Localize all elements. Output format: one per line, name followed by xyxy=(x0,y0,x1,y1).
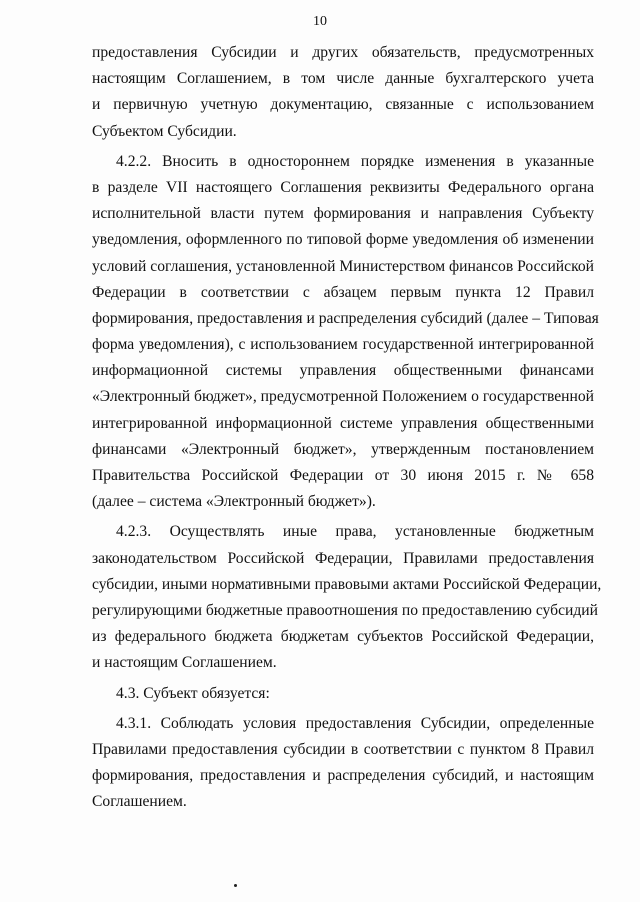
text-line: интегрированной информационной системе управления общественными xyxy=(92,414,594,432)
text-line: 4.2.2. Вносить в одностороннем порядке изменения в указанные xyxy=(116,152,594,170)
text-line: субсидии, иными нормативными правовыми актами Российской Федерации, xyxy=(92,575,602,593)
scan-speck xyxy=(234,884,237,887)
text-line: Федерации в соответствии с абзацем первым пункта 12 Правил xyxy=(92,283,594,301)
paragraph-4-3 xyxy=(92,681,594,707)
text-line: информационной системы управления общественными финансами xyxy=(92,362,594,380)
paragraph-4-3-1 xyxy=(92,711,594,816)
text-line: Субъектом Субсидии. xyxy=(92,122,237,140)
paragraph-continuation xyxy=(92,40,594,145)
page-number: 10 xyxy=(313,14,327,29)
text-line: 4.3.1. Соблюдать условия предоставления Субсидии, определенные xyxy=(116,714,594,732)
paragraph-4-2-2 xyxy=(92,149,599,516)
paragraph-4-2-3 xyxy=(92,519,602,676)
text-line: формирования, предоставления и распределения субсидий (далее – Типовая xyxy=(92,309,599,327)
text-line: (далее – система «Электронный бюджет»). xyxy=(92,493,376,511)
section-heading: 4.3. Субъект обязуется: xyxy=(116,684,270,702)
text-line: исполнительной власти путем формирования и направления Субъекту xyxy=(92,205,594,223)
text-line: предоставления Субсидии и других обязательств, предусмотренных xyxy=(92,44,594,61)
text-line: 4.2.3. Осуществлять иные права, установленные бюджетным xyxy=(116,523,594,541)
document-body xyxy=(92,40,602,815)
text-line: из федерального бюджета бюджетам субъектов Российской Федерации, xyxy=(92,628,594,646)
text-line: и настоящим Соглашением. xyxy=(92,654,277,672)
text-line: уведомления, оформленного по типовой форме уведомления об изменении xyxy=(92,231,594,249)
text-line: в разделе VII настоящего Соглашения реквизиты Федерального органа xyxy=(92,178,594,196)
text-line: формирования, предоставления и распределения субсидий, и настоящим xyxy=(92,767,594,785)
text-line: и первичную учетную документацию, связанные с использованием xyxy=(92,96,594,114)
text-line: Правилами предоставления субсидии в соответствии с пунктом 8 Правил xyxy=(92,740,594,758)
text-line: условий соглашения, установленной Министерством финансов Российской xyxy=(92,257,594,275)
text-line: регулирующими бюджетные правоотношения по предоставлению субсидий xyxy=(92,601,598,619)
text-line: законодательством Российской Федерации, Правилами предоставления xyxy=(92,549,594,567)
text-line: Правительства Российской Федерации от 30 июня 2015 г. № 658 xyxy=(92,467,594,484)
text-line: «Электронный бюджет», предусмотренной Положением о государственной xyxy=(92,388,594,406)
text-line: финансами «Электронный бюджет», утвержденным постановлением xyxy=(92,440,594,458)
text-line: настоящим Соглашением, в том числе данные бухгалтерского учета xyxy=(92,70,594,88)
text-line: Соглашением. xyxy=(92,793,187,811)
text-line: форма уведомления), с использованием государственной интегрированной xyxy=(92,336,594,354)
